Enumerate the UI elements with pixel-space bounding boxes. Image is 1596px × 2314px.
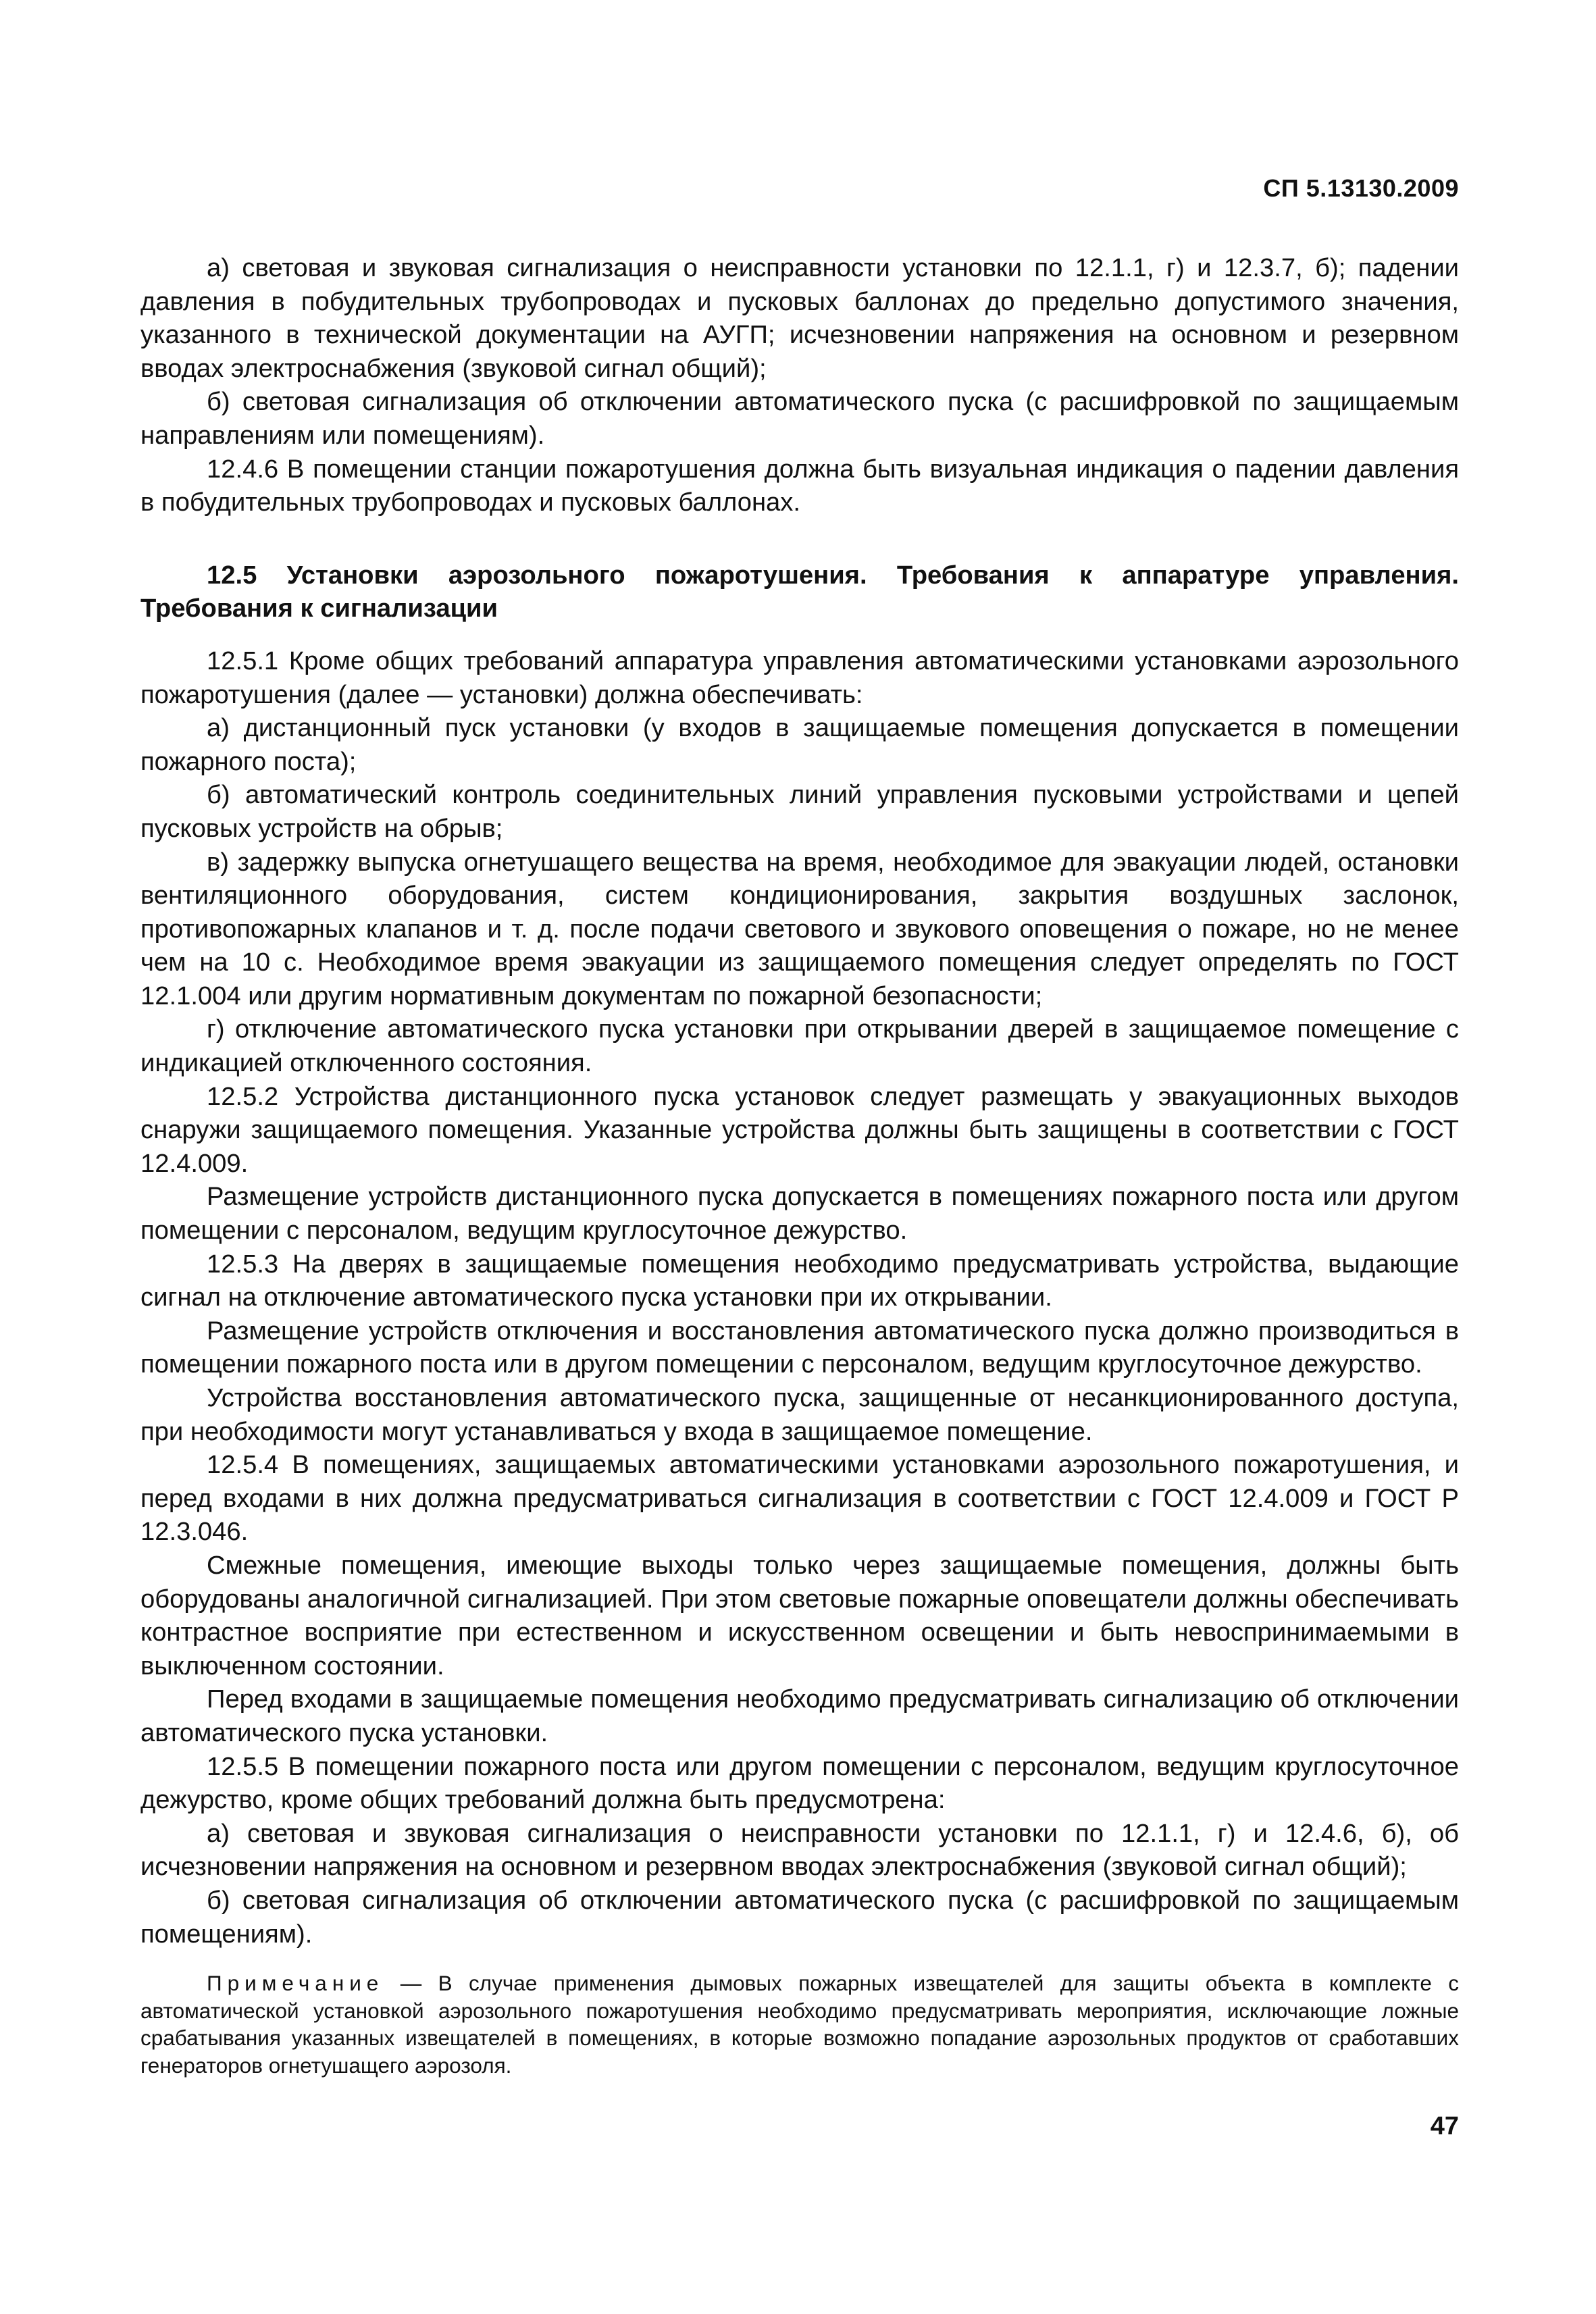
document-code: СП 5.13130.2009 (1263, 174, 1459, 202)
section-heading: 12.5 Установки аэрозольного пожаротушения. Требования к аппаратуре управления. Требования к сигнализации (140, 560, 1459, 623)
paragraph: 12.5.5 В помещении пожарного поста или другом помещении с персоналом, ведущим круглосуточное дежурство, кроме общих требований должна быть предусмотрена: (140, 1751, 1459, 1815)
paragraph: б) световая сигнализация об отключении автоматического пуска (с расшифровкой по защищаемым помещениям). (140, 1885, 1459, 1949)
paragraph: Перед входами в защищаемые помещения необходимо предусматривать сигнализацию об отключении автоматического пуска установки. (140, 1685, 1459, 1747)
paragraph: Устройства восстановления автоматического пуска, защищенные от несанкционированного доступа, при необходимости могут устанавливаться у входа в защищаемое помещение. (140, 1383, 1459, 1446)
paragraph: г) отключение автоматического пуска установки при открывании дверей в защищаемое помещение с индикацией отключенного состояния. (140, 1014, 1459, 1078)
paragraph: а) дистанционный пуск установки (у входов в защищаемые помещения допускается в помещении пожарного поста); (140, 713, 1459, 776)
paragraph: 12.5.4 В помещениях, защищаемых автоматическими установками аэрозольного пожаротушения, и перед входами в них должна предусматриваться сигнализация в соответствии с ГОСТ 12.4.009 и ГОСТ Р 12.3.046. (140, 1450, 1459, 1547)
paragraph: а) световая и звуковая сигнализация о неисправности установки по 12.1.1, г) и 12.4.6, б), об исчезновении напряжения на основном и резервном вводах электроснабжения (звуковой сигнал общий); (140, 1818, 1459, 1882)
note (140, 1970, 1459, 2079)
paragraph: 12.5.2 Устройства дистанционного пуска установок следует размещать у эвакуационных выходов снаружи защищаемого помещения. Указанные устройства должны быть защищены в соответствии с ГОСТ 12.4.009. (140, 1081, 1459, 1178)
note-label: Примечание (207, 1971, 384, 1996)
paragraph: 12.5.3 На дверях в защищаемые помещения необходимо предусматривать устройства, выдающие сигнал на отключение автоматического пуска установки при их открывании. (140, 1249, 1459, 1312)
paragraph: 12.4.6 В помещении станции пожаротушения должна быть визуальная индикация о падении давления в побудительных трубопроводах и пусковых баллонах. (140, 454, 1459, 517)
paragraph: б) световая сигнализация об отключении автоматического пуска (с расшифровкой по защищаемым направлениям или помещениям). (140, 387, 1459, 450)
paragraph: б) автоматический контроль соединительных линий управления пусковыми устройствами и цепей пусковых устройств на обрыв; (140, 780, 1459, 843)
paragraph: Смежные помещения, имеющие выходы только через защищаемые помещения, должны быть оборудованы аналогичной сигнализацией. При этом световые пожарные оповещатели должны обеспечивать контрастное восприятие при естественном и искусственном освещении и быть невоспринимаемыми в выключенном состоянии. (140, 1550, 1459, 1680)
document-body (140, 251, 1459, 2079)
paragraph: а) световая и звуковая сигнализация о неисправности установки по 12.1.1, г) и 12.3.7, б); падении давления в побудительных трубопроводах и пусковых баллонах до предельно допустимого значения, указанного в технической документации на АУГП; исчезновении напряжения на основном и резервном вводах электроснабжения (звуковой сигнал общий); (140, 253, 1459, 383)
paragraph: Размещение устройств отключения и восстановления автоматического пуска должно производиться в помещении пожарного поста или в другом помещении с персоналом, ведущим круглосуточное дежурство. (140, 1316, 1459, 1379)
note-text: — В случае применения дымовых пожарных извещателей для защиты объекта в комплекте с автоматической установкой аэрозольного пожаротушения необходимо предусматривать мероприятия, исключающие ложные срабатывания указанных извещателей в помещениях, в которые возможно попадание аэрозольных продуктов от сработавших генераторов огнетушащего аэрозоля. (140, 1971, 1459, 2078)
page-number: 47 (1430, 2112, 1459, 2140)
paragraph: в) задержку выпуска огнетушащего вещества на время, необходимое для эвакуации людей, остановки вентиляционного оборудования, систем кондиционирования, закрытия воздушных заслонок, противопожарных клапанов и т. д. после подачи светового и звукового оповещения о пожаре, но не менее чем на 10 с. Необходимое время эвакуации из защищаемого помещения следует определять по ГОСТ 12.1.004 или другим нормативным документам по пожарной безопасности; (140, 847, 1459, 1010)
paragraph: Размещение устройств дистанционного пуска допускается в помещениях пожарного поста или другом помещении с персоналом, ведущим круглосуточное дежурство. (140, 1182, 1459, 1245)
paragraph: 12.5.1 Кроме общих требований аппаратура управления автоматическими установками аэрозольного пожаротушения (далее — установки) должна обеспечивать: (140, 646, 1459, 709)
